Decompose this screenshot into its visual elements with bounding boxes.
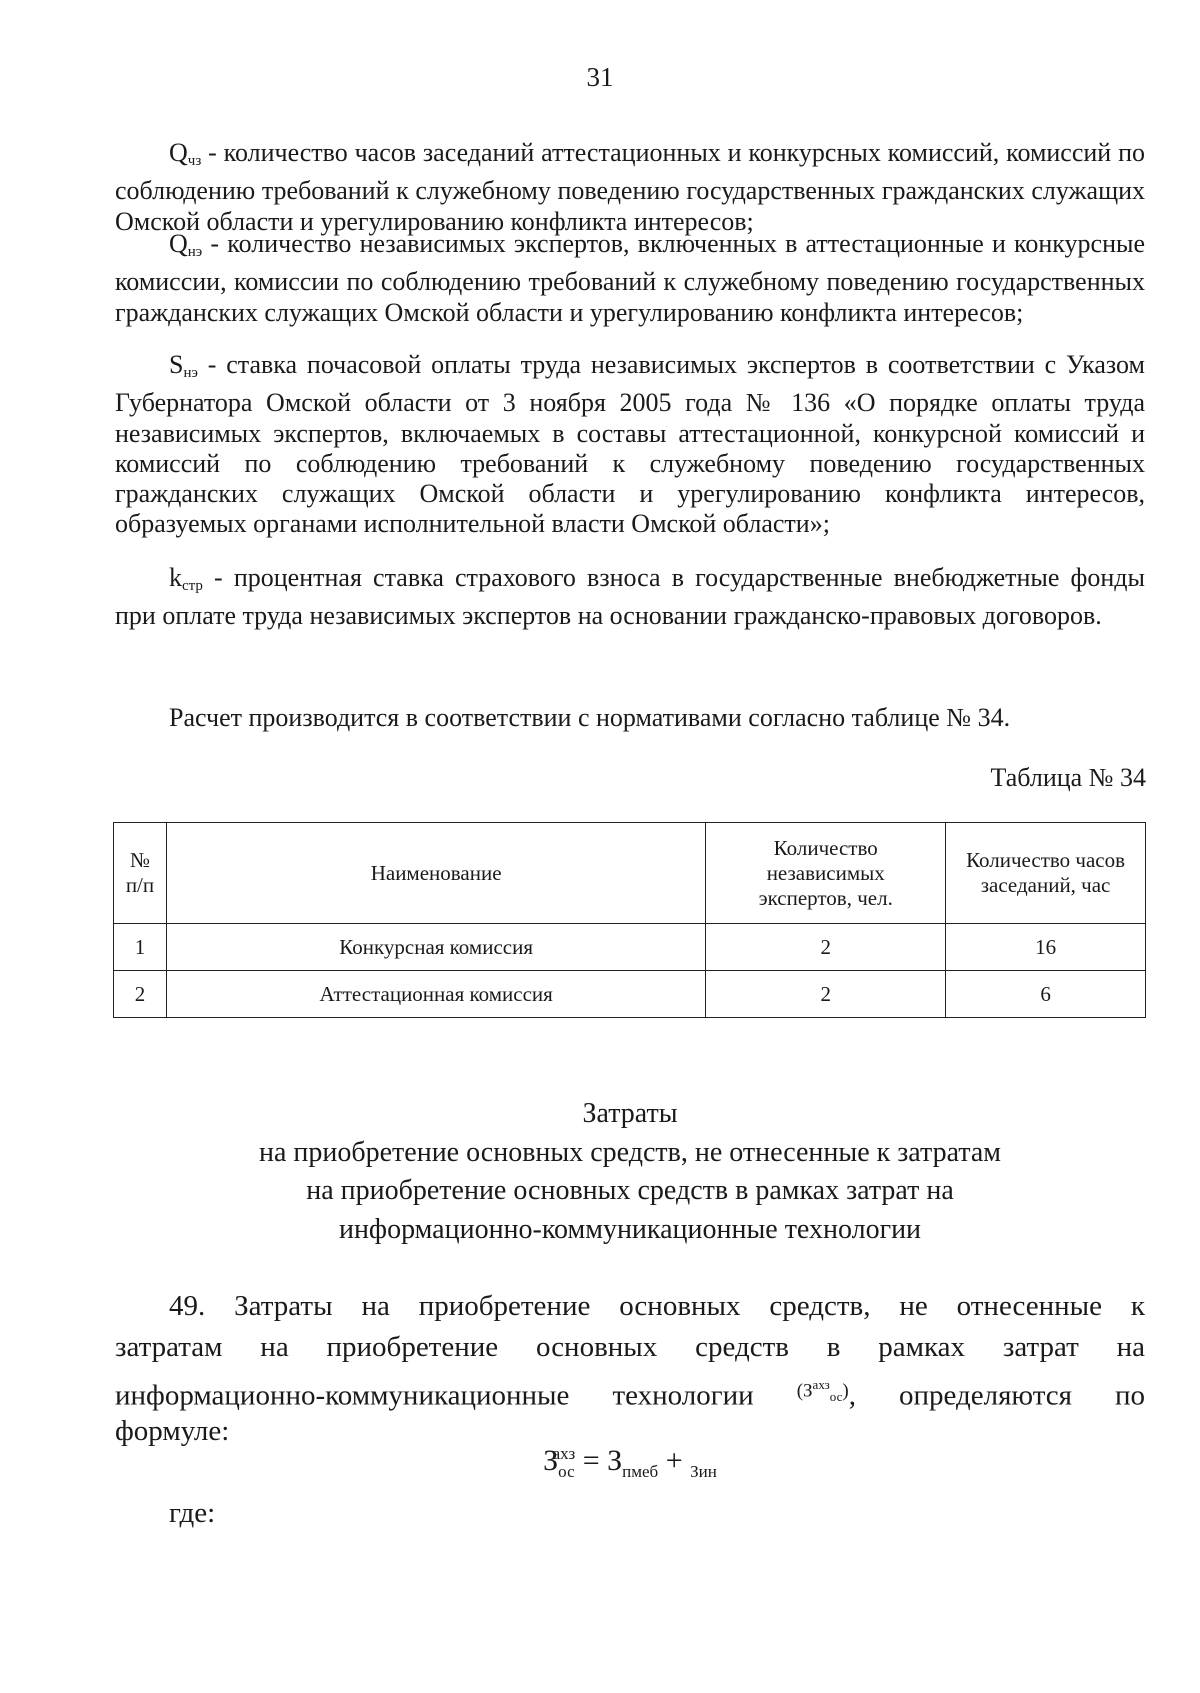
header-number: № п/п <box>114 823 167 924</box>
cell-number: 1 <box>114 924 167 971</box>
definition-q-chz: $Q_{чз}$ - количество часов заседаний аттестационных и конкурсных комиссий, комиссий по соблюдению требований к служебному поведению государственных гражданских служащих Омской области и урегулированию конфликта интересов; <box>115 138 1145 236</box>
cost-notation: $(З^{ахз}_{ос})$ <box>796 1377 849 1405</box>
section-title-line: информационно-коммуникационные технологии <box>338 1213 922 1245</box>
cell-hours: 6 <box>946 971 1146 1018</box>
table-header-row <box>114 823 1146 924</box>
table-row <box>114 971 1146 1018</box>
calculation-note: Расчет производится в соответствии с нормативами согласно таблице № 34. <box>169 703 1011 732</box>
where-label: где: <box>169 1497 216 1529</box>
variable-symbol: $k_{стр}$ <box>169 563 203 594</box>
clause-line-with-notation: информационно-коммуникационные технологии $(З^{ахз}_{ос})$, определяются по <box>115 1374 1145 1424</box>
cost-formula: $З_{ос}^{ахз} = З_{пмеб} + _{Зин}$ <box>543 1444 717 1481</box>
cell-experts: 2 <box>706 924 946 971</box>
norms-table <box>113 822 1146 1018</box>
table-row <box>114 924 1146 971</box>
table-caption: Таблица № 34 <box>990 763 1146 792</box>
header-name: Наименование <box>166 823 705 924</box>
definition-q-ne: $Q_{нэ}$ - количество независимых экспертов, включенных в аттестационные и конкурсные комиссии, комиссии по соблюдению требований к служебному поведению государственных гражданских служащих Омской области и урегулированию конфликта интересов; <box>115 229 1145 327</box>
variable-symbol: $Q_{нэ}$ <box>169 229 203 260</box>
cell-hours: 16 <box>946 924 1146 971</box>
section-title-line: на приобретение основных средств в рамках затрат на <box>306 1175 954 1206</box>
section-title <box>0 1095 1200 1249</box>
header-hours: Количество часов заседаний, час <box>946 823 1146 924</box>
variable-symbol: $S_{нэ}$ <box>169 350 198 381</box>
cell-experts: 2 <box>706 971 946 1018</box>
cell-name: Конкурсная комиссия <box>166 924 705 971</box>
clause-line: 49. Затраты на приобретение основных средств, не отнесенные к <box>169 1290 1145 1322</box>
section-title-line: на приобретение основных средств, не отнесенные к затратам <box>258 1136 1002 1168</box>
cell-name: Аттестационная комиссия <box>166 971 705 1018</box>
variable-symbol: $Q_{чз}$ <box>169 138 202 169</box>
clause-line: формуле: <box>115 1415 230 1447</box>
cell-number: 2 <box>114 971 167 1018</box>
header-experts: Количество независимых экспертов, чел. <box>706 823 946 924</box>
definition-s-ne: $S_{нэ}$ - ставка почасовой оплаты труда независимых экспертов в соответствии с Указом Губернатора Омской области от 3 ноября 2005 года № 136 «О порядке оплаты труда независимых экспертов, включаемых в составы аттестационной, конкурсной комиссий и комиссий по соблюдению требований к служебному поведению государственных гражданских служащих Омской области и урегулированию конфликта интересов, образуемых органами исполнительной власти Омской области»; <box>115 350 1145 539</box>
definition-k-str: $k_{стр}$ - процентная ставка страхового взноса в государственные внебюджетные фонды при оплате труда независимых экспертов на основании гражданско-правовых договоров. <box>115 563 1145 631</box>
page-number: 31 <box>586 62 614 92</box>
section-title-line: Затраты <box>582 1098 678 1129</box>
clause-line: затратам на приобретение основных средств в рамках затрат на <box>115 1331 1145 1363</box>
